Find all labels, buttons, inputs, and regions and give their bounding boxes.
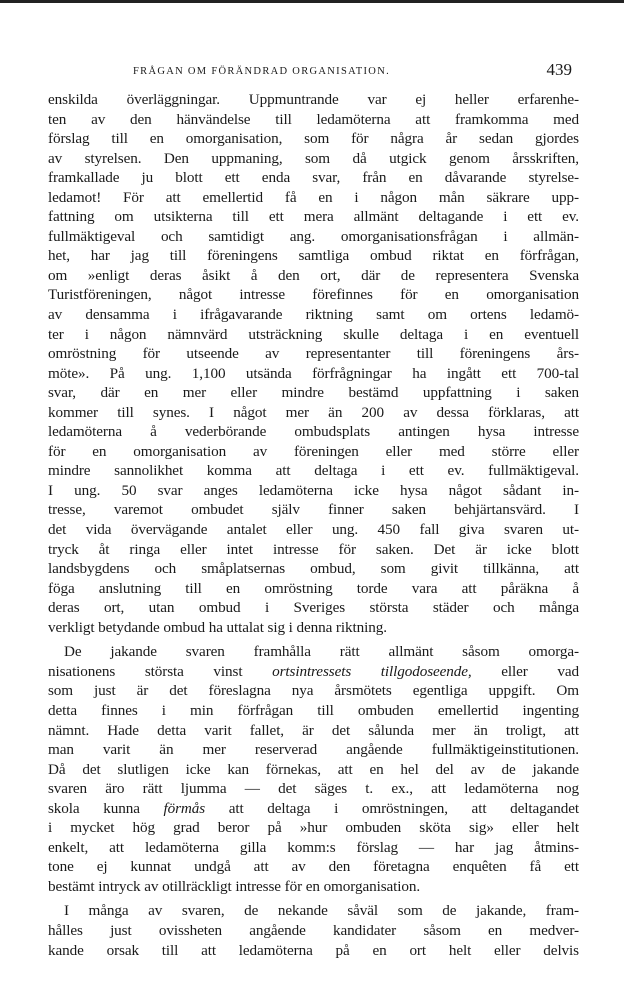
text-line: bestämt intryck av otillräckligt intresse för en omorganisation. bbox=[48, 877, 421, 895]
text-line: man varit än mer reserverad angående fullmäktigeinstitutionen. bbox=[48, 741, 579, 759]
text-line: mindre sannolikhet komma att deltaga i ett ev. fullmäktigeval. bbox=[48, 462, 579, 480]
text-line: föga anslutning till en omröstning torde vara att påräkna å bbox=[48, 579, 579, 597]
text-line: ledamöterna å vederbörande ombudsplats antingen hysa intresse bbox=[48, 423, 579, 441]
text-line: landsbygdens och småplatsernas ombud, som givit tillkänna, att bbox=[48, 560, 579, 578]
text-line: ter i någon nämnvärd utsträckning skulle deltaga i en eventuell bbox=[48, 325, 579, 343]
text-line: detta finnes i min förfrågan till ombuden emellertid ingenting bbox=[48, 701, 579, 719]
emphasized-phrase: ortsintressets tillgodoseende, bbox=[272, 662, 472, 680]
body-text bbox=[48, 90, 579, 960]
text-line: kande orsak till att ledamöterna på en ort helt eller delvis bbox=[48, 941, 579, 959]
text-line: het, har jag till föreningens samtliga ombud riktat en förfrågan, bbox=[48, 247, 579, 265]
text-line: Turistföreningen, något intresse förefinnes för en omorganisation bbox=[48, 286, 579, 304]
text-run: skola kunna bbox=[48, 799, 164, 817]
text-line: enskilda överläggningar. Uppmuntrande var ej heller erfarenhe- bbox=[48, 91, 579, 108]
text-line: tryck åt ringa eller intet intresse för saken. Det är icke blott bbox=[48, 540, 579, 558]
emphasized-word: förmås bbox=[163, 799, 206, 817]
text-line: hålles just ovissheten angående kandidater såsom en medver- bbox=[48, 921, 579, 939]
text-run: att deltaga i omröstningen, att deltagandet bbox=[205, 799, 579, 817]
text-line: verkligt betydande ombud ha uttalat sig i denna riktning. bbox=[48, 618, 387, 636]
text-line: De jakande svaren framhålla rätt allmänt såsom omorga- bbox=[64, 643, 579, 661]
paragraph-3 bbox=[48, 901, 579, 960]
text-line: fattning om utsikterna till ett mera allmänt deltagande i ett ev. bbox=[48, 208, 579, 226]
text-run: nisationens största vinst bbox=[48, 662, 273, 680]
text-line bbox=[48, 662, 579, 682]
top-edge-rule bbox=[0, 0, 624, 3]
paragraph-2 bbox=[48, 642, 579, 896]
text-line: I ung. 50 svar anges ledamöterna icke hysa något sådant in- bbox=[48, 481, 579, 499]
text-line: ten av den hänvändelse till ledamöterna att framkomma med bbox=[48, 110, 579, 128]
text-line: det vida övervägande antalet eller ung. 450 fall giva svaren ut- bbox=[48, 521, 579, 539]
text-line: svaren äro rätt ljumma — det säges t. ex., att ledamöterna nog bbox=[48, 780, 579, 798]
text-line: fullmäktigeval och samtidigt ang. omorganisationsfrågan i allmän- bbox=[48, 227, 579, 245]
text-line: tresse, varemot ombudet själv finner saken behjärtansvärd. I bbox=[48, 501, 579, 519]
text-line: svar, där en mer eller mindre bestämd uppfattning i saken bbox=[48, 384, 579, 402]
text-line: framkallade ju blott ett enda svar, från en dåvarande styrelse- bbox=[48, 169, 579, 187]
text-line: tone ej kunnat undgå att av den företagna enquêten få ett bbox=[48, 858, 579, 876]
text-line: av styrelsen. Den uppmaning, som då utgick genom årsskriften, bbox=[48, 149, 579, 167]
text-line: omröstning för utseende av representanter till föreningens års- bbox=[48, 345, 579, 363]
running-header bbox=[48, 58, 578, 82]
text-line: I många av svaren, de nekande såväl som de jakande, fram- bbox=[64, 902, 579, 920]
text-line: Då det slutligen icke kan förnekas, att en hel del av de jakande bbox=[48, 760, 579, 778]
text-line: möte». På ung. 1,100 utsända förfrågningar ha ingått ett 700-tal bbox=[48, 364, 579, 382]
running-header-title: FRÅGAN OM FÖRÄNDRAD ORGANISATION. bbox=[133, 66, 391, 77]
text-line: nämnt. Hade detta varit fallet, är det sålunda mer än troligt, att bbox=[48, 721, 579, 739]
text-line: förslag till en omorganisation, som för några år sedan gjordes bbox=[48, 130, 579, 148]
page-number: 439 bbox=[546, 60, 572, 79]
text-line: enkelt, att ledamöterna gilla komm:s förslag — har jag åtmins- bbox=[48, 838, 579, 856]
text-line: som just är det föreslagna nya årsmötets egentliga uppgift. Om bbox=[48, 682, 579, 700]
text-line: av densamma i ifrågavarande riktning samt om ortens ledamö- bbox=[48, 306, 579, 324]
text-line: i mycket hög grad beror på »hur ombuden sköta sig» eller helt bbox=[48, 819, 579, 837]
text-line: kommer till synes. I något mer än 200 av dessa förklaras, att bbox=[48, 403, 579, 421]
text-line: om »enligt deras åsikt å den ort, där de representera Svenska bbox=[48, 266, 579, 284]
text-line: deras ort, utan ombud i Sveriges största städer och många bbox=[48, 599, 579, 617]
text-run: eller vad bbox=[471, 662, 579, 680]
text-line bbox=[48, 799, 579, 819]
text-line: för en omorganisation av föreningen eller med större eller bbox=[48, 442, 579, 460]
paragraph-1 bbox=[48, 90, 579, 637]
text-line: ledamot! För att emellertid få en i någon mån säkrare upp- bbox=[48, 188, 579, 206]
